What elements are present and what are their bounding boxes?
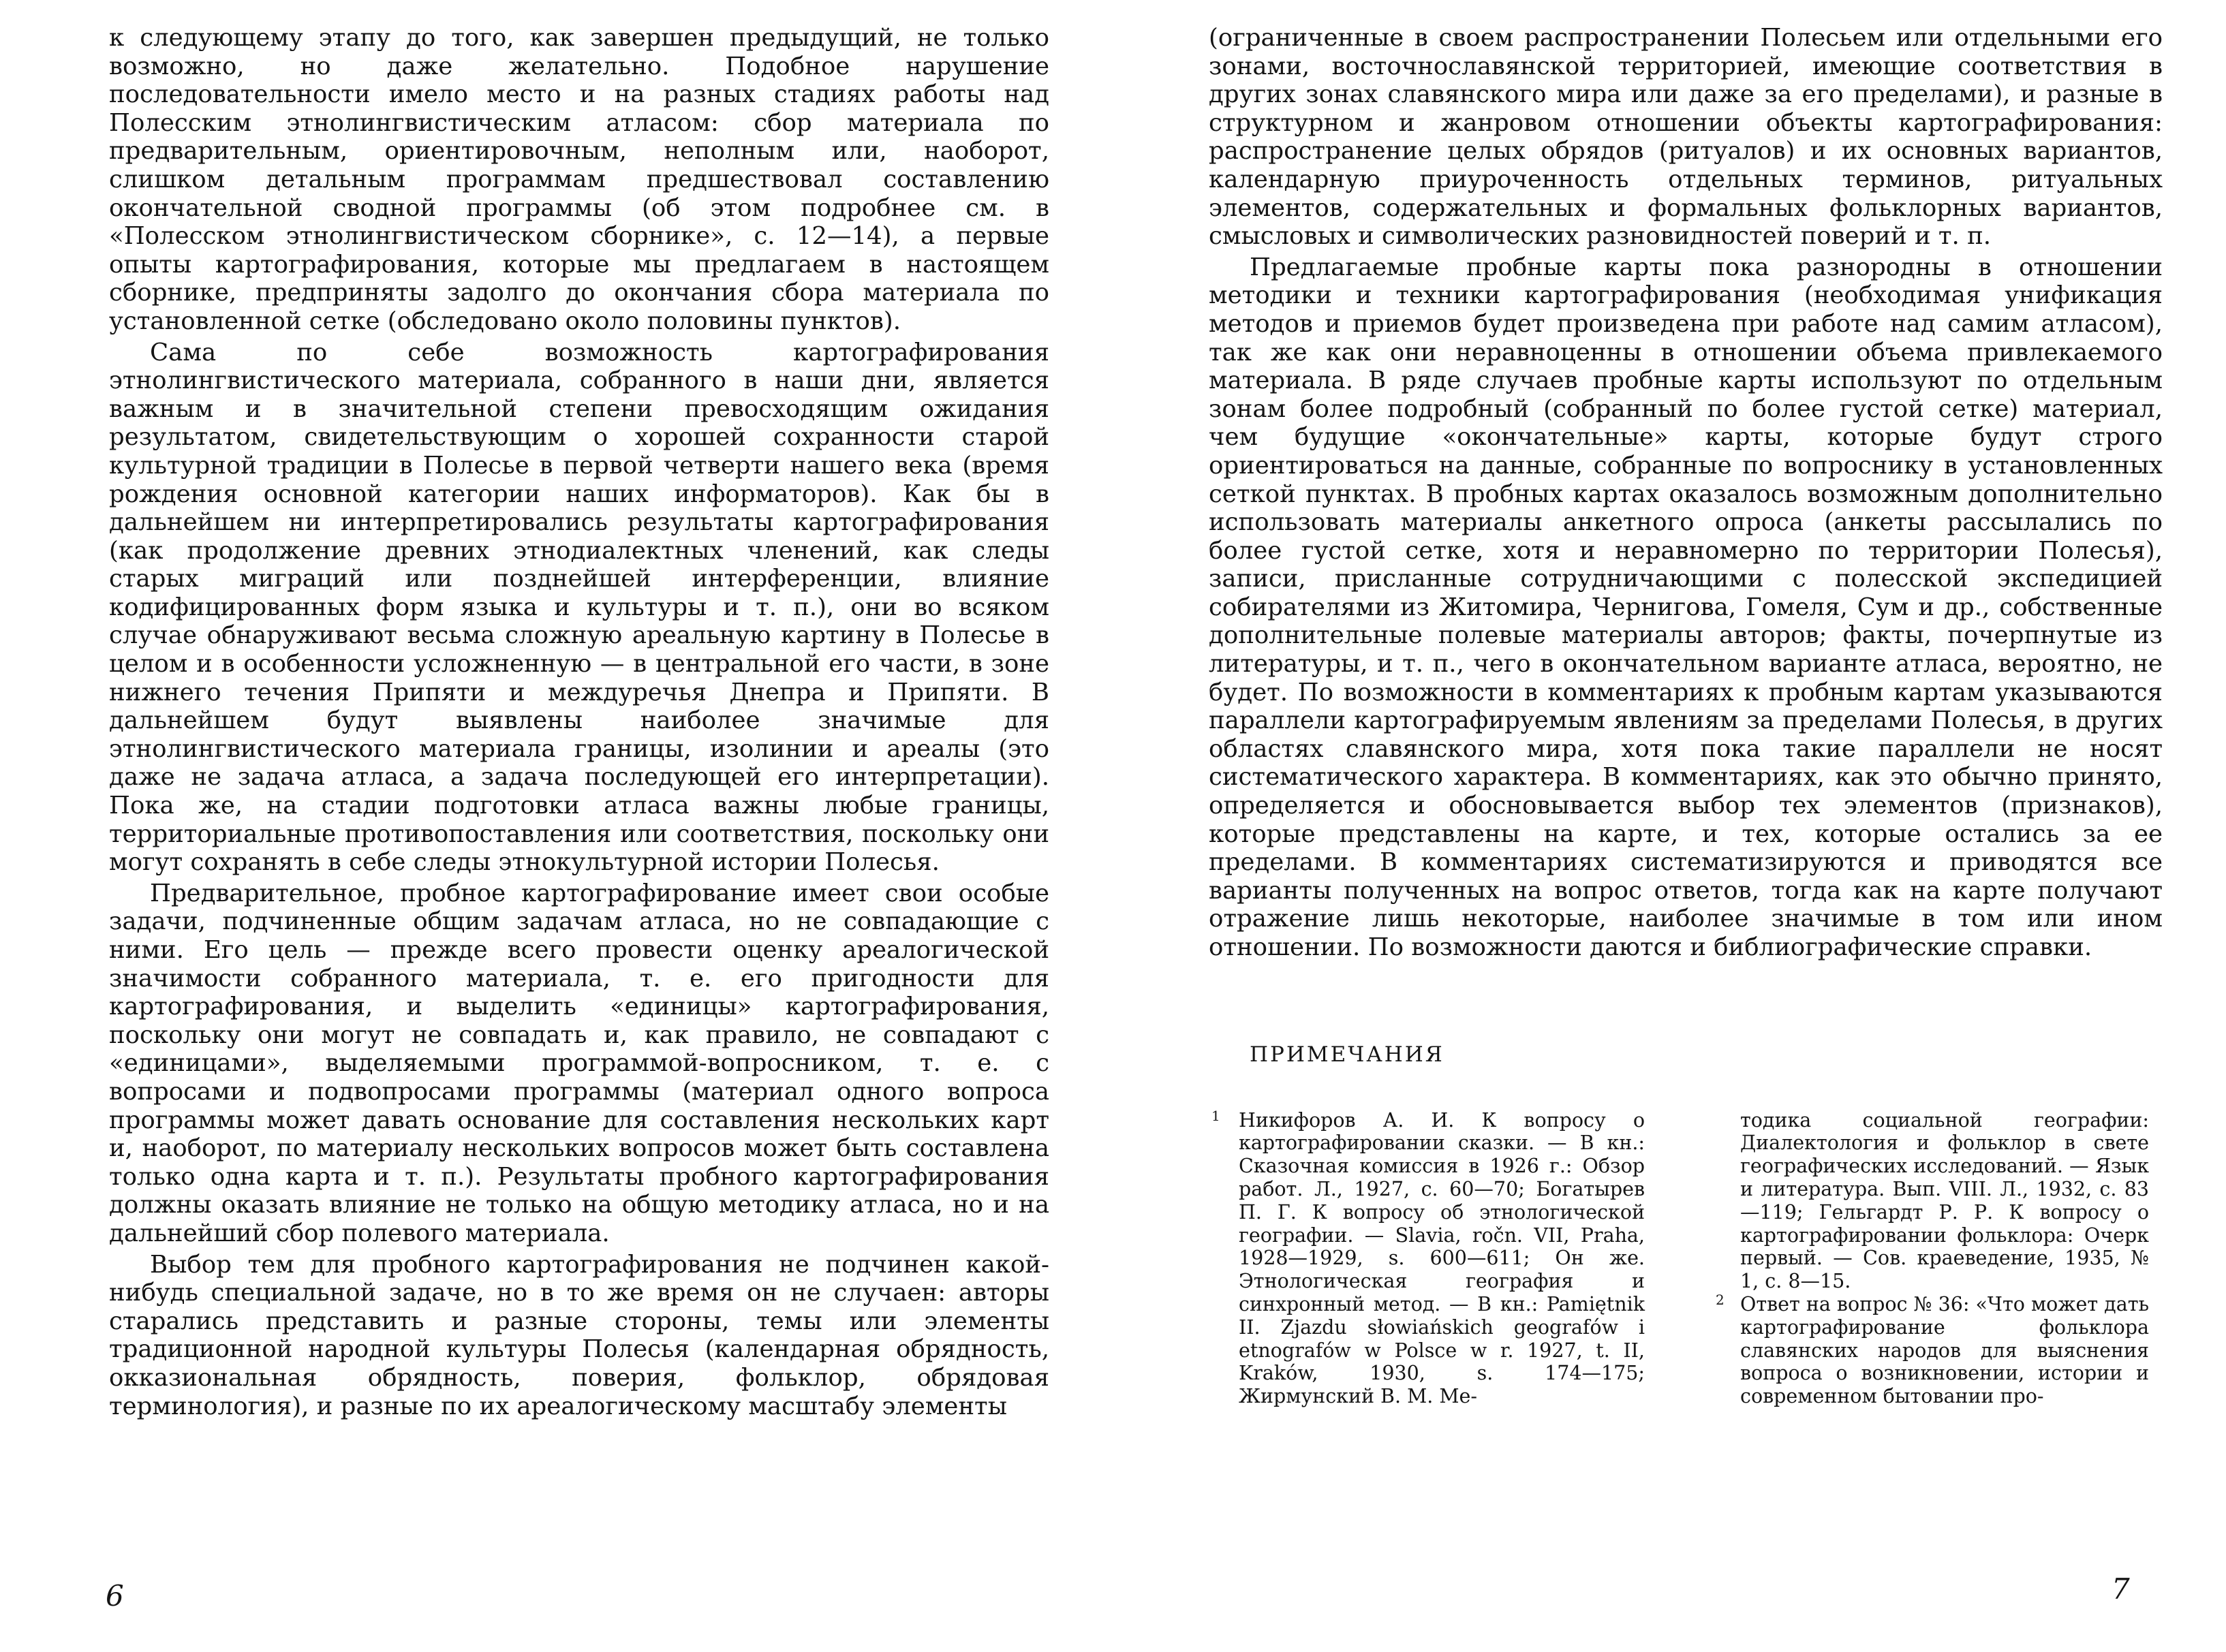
body-paragraph: Предлагаемые пробные карты пока разнородны в отношении методики и техники картографирования (необходимая унификация методов и приемов будет произведена при работе над самим атласом), так же как они неравноценны в отношении объема привлекаемого материала. В ряде случаев пробные карты используют по отдельным зонам более подробный (собранный по более густой сетке) материал, чем будущие «окончательные» карты, которые будут строго ориентироваться на данные, собранные по вопроснику в установленных сеткой пунктах. В пробных картах оказалось возможным дополнительно использовать материалы анкетного опроса (анкеты рассылались по более густой сетке, хотя и неравномерно по территории Полесья), записи, присланные сотрудничающими с полесской экспедицией собирателями из Житомира, Чернигова, Гомеля, Сум и др., собственные дополнительные полевые материалы авторов; факты, почерпнутые из литературы, и т. п., чего в окончательном варианте атласа, вероятно, не будет. По возможности в комментариях к пробным картам указываются параллели картографируемым явлениям за пределами Полесья, в других областях славянского мира, хотя пока такие параллели не носят систематического характера. В комментариях, как это обычно принято, определяется и обосновывается выбор тех элементов (признаков), которые представлены на карте, и тех, которые остались за ее пределами. В комментариях систематизируются и приводятся все варианты полученных на вопрос ответов, тогда как на карте получают отражение лишь некоторые, наиболее значимые в том или ином отношении. По возможности даются и библиографические справки. [1209,253,2163,961]
footnotes-column-2 [1713,1109,2149,1408]
footnotes [1209,1109,2163,1545]
right-text-column [1209,24,2163,1545]
body-paragraph: к следующему этапу до того, как завершен предыдущий, не только возможно, но даже желательно. Подобное нарушение последовательности имело место и на разных стадиях работы над Полесским этнолингвистическим атласом: сбор материала по предварительным, ориентировочным, неполным или, наоборот, слишком детальным программам предшествовал составлению окончательной сводной программы (об этом подробнее см. в «Полесском этнолингвистическом сборнике», с. 12—14), а первые опыты картографирования, которые мы предлагаем в настоящем сборнике, предприняты задолго до окончания сбора материала по установленной сетке (обследовано около половины пунктов). [109,24,1049,335]
footnote-marker: 1 [1211,1107,1220,1124]
footnotes-column-1 [1209,1109,1645,1408]
right-page [1113,0,2226,1652]
body-paragraph: Выбор тем для пробного картографирования не подчинен какой-нибудь специальной задаче, но в то же время он не случаен: авторы старались представить и разные стороны, темы или элементы традиционной народной культуры Полесья (календарная обрядность, окказиональная обрядность, поверия, фольклор, обрядовая терминология), и разные по их ареалогическому масштабу элементы [109,1250,1049,1420]
footnote-text: тодика социальной географии: Диалектология и фольклор в свете географических исследований. — Язык и литература. Вып. VIII. Л., 1932, с. 83—119; Гельгардт Р. Р. К вопросу о картографировании фольклора: Очерк первый. — Сов. краеведение, 1935, № 1, с. 8—15. [1740,1108,2149,1293]
footnote-1-continuation [1713,1109,2149,1293]
body-paragraph: Предварительное, пробное картографирование имеет свои особые задачи, подчиненные общим задачам атласа, но не совпадающие с ними. Его цель — прежде всего провести оценку ареалогической значимости собранного материала, т. е. его пригодности для картографирования, и выделить «единицы» картографирования, поскольку они могут не совпадать и, как правило, не совпадают с «единицами», выделяемыми программой-вопросником, т. е. с вопросами и подвопросами программы (материал одного вопроса программы может давать основание для составления нескольких карт и, наоборот, по материалу нескольких вопросов может быть составлена только одна карта и т. п.). Результаты пробного картографирования должны оказать влияние не только на общую методику атласа, но и на дальнейший сбор полевого материала. [109,879,1049,1247]
footnote-text: Никифоров А. И. К вопросу о картографировании сказки. — В кн.: Сказочная комиссия в 1926 г.: Обзор работ. Л., 1927, с. 60—70; Богатырев П. Г. К вопросу об этнологической географии. — Slavia, ročn. VII, Praha, 1928—1929, s. 600—611; Он же. Этнологическая география и синхронный метод. — В кн.: Pamiętnik II. Zjazdu słowiańskich geografów i etnografów w Polsce w r. 1927, t. II, Kraków, 1930, s. 174—175; Жирмунский В. М. Ме- [1239,1108,1645,1408]
footnote-1 [1209,1109,1645,1408]
body-paragraph: Сама по себе возможность картографирования этнолингвистического материала, собранного в наши дни, является важным и в значительной степени превосходящим ожидания результатом, свидетельствующим о хорошей сохранности старой культурной традиции в Полесье в первой четверти нашего века (время рождения основной категории наших информаторов). Как бы в дальнейшем ни интерпретировались результаты картографирования (как продолжение древних этнодиалектных членений, как следы старых миграций или позднейшей интерференции, влияние кодифицированных форм языка и культуры и т. п.), они во всяком случае обнаруживают весьма сложную ареальную картину в Полесье в целом и в особенности усложненную — в центральной его части, в зоне нижнего течения Припяти и междуречья Днепра и Припяти. В дальнейшем будут выявлены наиболее значимые для этнолингвистического материала границы, изолинии и ареалы (это даже не задача атласа, а задача последующей его интерпретации). Пока же, на стадии подготовки атласа важны любые границы, территориальные противопоставления или соответствия, поскольку они могут сохранять в себе следы этнокультурной истории Полесья. [109,338,1049,877]
left-text-column [109,24,1049,1420]
footnote-marker: 2 [1716,1291,1725,1308]
body-paragraph: (ограниченные в своем распространении Полесьем или отдельными его зонами, восточнославянской территорией, имеющие соответствия в других зонах славянского мира или даже за его пределами), и разные в структурном и жанровом отношении объекты картографирования: распространение целых обрядов (ритуалов) и их основных вариантов, календарную приуроченность отдельных терминов, ритуальных элементов, содержательных и формальных фольклорных вариантов, смысловых и символических разновидностей поверий и т. п. [1209,24,2163,251]
page-number: 6 [106,1579,124,1612]
notes-heading: ПРИМЕЧАНИЯ [1250,1042,1444,1067]
footnote-text: Ответ на вопрос № 36: «Что может дать картографирование фольклора славянских народов для выяснения вопроса о возникновении, истории и современном бытовании про- [1740,1292,2150,1408]
footnote-2 [1713,1293,2149,1408]
page-number: 7 [2112,1572,2130,1606]
